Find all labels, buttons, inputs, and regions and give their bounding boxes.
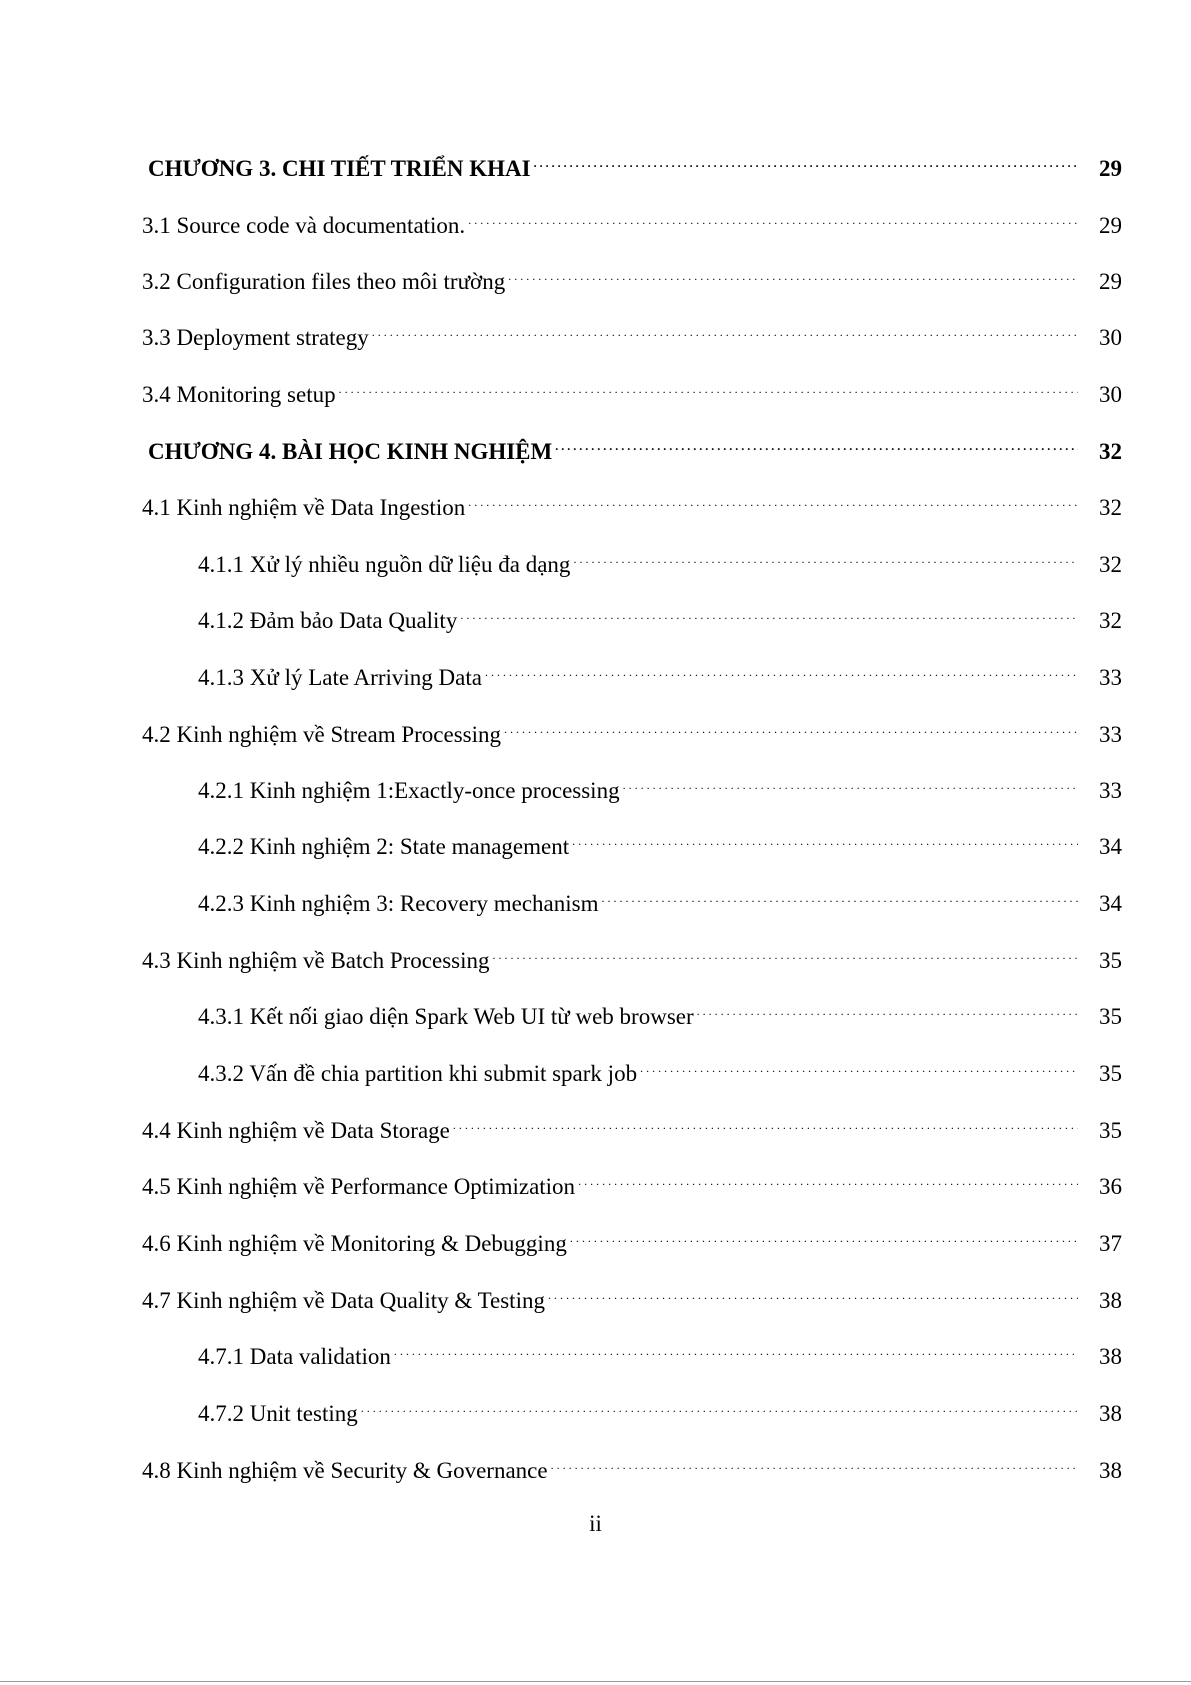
toc-entry-chapter-3[interactable] bbox=[148, 144, 1122, 181]
toc-entry-page: 32 bbox=[1099, 495, 1122, 520]
toc-entry-title: 4.7.2 Unit testing bbox=[198, 1401, 358, 1426]
toc-entry-title: 4.8 Kinh nghiệm về Security & Governance bbox=[142, 1458, 548, 1483]
page-number: ii bbox=[589, 1511, 602, 1536]
toc-entry-4-1-3[interactable] bbox=[198, 653, 1122, 690]
dot-leader bbox=[640, 1049, 1078, 1081]
dot-leader bbox=[578, 1162, 1078, 1194]
dot-leader bbox=[548, 1276, 1078, 1308]
toc-entry-page: 38 bbox=[1099, 1401, 1122, 1426]
toc-entry-title: 3.1 Source code và documentation. bbox=[142, 213, 466, 238]
toc-entry-page: 37 bbox=[1099, 1231, 1122, 1256]
toc-entry-4-4[interactable] bbox=[142, 1106, 1122, 1143]
dot-leader bbox=[623, 766, 1078, 798]
dot-leader bbox=[508, 257, 1078, 289]
dot-leader bbox=[460, 596, 1078, 628]
toc-entry-page: 32 bbox=[1099, 608, 1122, 633]
toc-entry-title: 3.2 Configuration files theo môi trường bbox=[142, 269, 506, 294]
dot-leader bbox=[468, 483, 1078, 515]
dot-leader bbox=[602, 879, 1078, 911]
toc-entry-4-2-3[interactable] bbox=[198, 879, 1122, 916]
toc-entry-page: 33 bbox=[1099, 665, 1122, 690]
toc-entry-page: 32 bbox=[1099, 552, 1122, 577]
toc-entry-4-3-1[interactable] bbox=[198, 992, 1122, 1029]
toc-entry-3-4[interactable] bbox=[142, 370, 1122, 407]
dot-leader bbox=[361, 1389, 1078, 1421]
toc-entry-4-2-2[interactable] bbox=[198, 822, 1122, 859]
toc-entry-4-1-2[interactable] bbox=[198, 596, 1122, 633]
dot-leader bbox=[551, 1446, 1078, 1478]
toc-entry-4-7-1[interactable] bbox=[198, 1332, 1122, 1369]
dot-leader bbox=[485, 653, 1078, 685]
toc-entry-title: 4.1.2 Đảm bảo Data Quality bbox=[198, 608, 458, 633]
toc-entry-title: 3.4 Monitoring setup bbox=[142, 382, 336, 407]
toc-entry-title: 4.3.2 Vấn đề chia partition khi submit spark job bbox=[198, 1061, 638, 1086]
toc-entry-3-2[interactable] bbox=[142, 257, 1122, 294]
toc-entry-4-1-1[interactable] bbox=[198, 540, 1122, 577]
toc-entry-4-6[interactable] bbox=[142, 1219, 1122, 1256]
dot-leader bbox=[697, 992, 1078, 1024]
toc-entry-page: 38 bbox=[1099, 1344, 1122, 1369]
toc-entry-title: 4.3.1 Kết nối giao diện Spark Web UI từ web browser bbox=[198, 1004, 694, 1029]
dot-leader bbox=[372, 313, 1078, 345]
toc-entry-title: 4.1.3 Xử lý Late Arriving Data bbox=[198, 665, 482, 690]
toc-entry-title: 4.1.1 Xử lý nhiều nguồn dữ liệu đa dạng bbox=[198, 552, 571, 577]
dot-leader bbox=[468, 201, 1078, 233]
page-bottom-edge bbox=[0, 1681, 1191, 1682]
toc-entry-4-7[interactable] bbox=[142, 1276, 1122, 1313]
toc-entry-3-1[interactable] bbox=[142, 201, 1122, 238]
toc-entry-page: 35 bbox=[1099, 948, 1122, 973]
dot-leader bbox=[570, 1219, 1078, 1251]
toc-entry-4-2-1[interactable] bbox=[198, 766, 1122, 803]
toc-entry-title: CHƯƠNG 3. CHI TIẾT TRIỂN KHAI bbox=[148, 156, 531, 181]
toc-entry-page: 35 bbox=[1099, 1118, 1122, 1143]
toc-entry-title: 4.1 Kinh nghiệm về Data Ingestion bbox=[142, 495, 466, 520]
toc-entry-4-2[interactable] bbox=[142, 710, 1122, 747]
dot-leader bbox=[534, 144, 1078, 176]
toc-entry-title: CHƯƠNG 4. BÀI HỌC KINH NGHIỆM bbox=[148, 439, 553, 464]
toc-entry-4-8[interactable] bbox=[142, 1446, 1122, 1483]
toc-entry-title: 4.2.1 Kinh nghiệm 1:Exactly-once processing bbox=[198, 778, 620, 803]
toc-entry-page: 35 bbox=[1099, 1061, 1122, 1086]
dot-leader bbox=[555, 427, 1078, 459]
toc-entry-4-3-2[interactable] bbox=[198, 1049, 1122, 1086]
toc-entry-title: 4.7 Kinh nghiệm về Data Quality & Testing bbox=[142, 1288, 545, 1313]
toc-entry-chapter-4[interactable] bbox=[148, 427, 1122, 464]
toc-entry-page: 35 bbox=[1099, 1004, 1122, 1029]
dot-leader bbox=[339, 370, 1078, 402]
toc-entry-title: 4.2.3 Kinh nghiệm 3: Recovery mechanism bbox=[198, 891, 599, 916]
toc-entry-3-3[interactable] bbox=[142, 313, 1122, 350]
toc-entry-page: 29 bbox=[1099, 269, 1122, 294]
toc-entry-4-1[interactable] bbox=[142, 483, 1122, 520]
toc-entry-4-3[interactable] bbox=[142, 936, 1122, 973]
toc-entry-page: 34 bbox=[1099, 891, 1122, 916]
toc-entry-title: 4.7.1 Data validation bbox=[198, 1344, 391, 1369]
toc-entry-title: 4.3 Kinh nghiệm về Batch Processing bbox=[142, 948, 490, 973]
dot-leader bbox=[453, 1106, 1078, 1138]
dot-leader bbox=[493, 936, 1078, 968]
toc-entry-page: 30 bbox=[1099, 325, 1122, 350]
toc-entry-title: 4.6 Kinh nghiệm về Monitoring & Debugging bbox=[142, 1231, 567, 1256]
toc-entry-page: 29 bbox=[1099, 213, 1122, 238]
toc-entry-page: 38 bbox=[1099, 1458, 1122, 1483]
dot-leader bbox=[394, 1332, 1078, 1364]
toc-entry-title: 4.2 Kinh nghiệm về Stream Processing bbox=[142, 722, 502, 747]
toc-entry-title: 3.3 Deployment strategy bbox=[142, 325, 369, 350]
toc-entry-page: 30 bbox=[1099, 382, 1122, 407]
toc-entry-title: 4.2.2 Kinh nghiệm 2: State management bbox=[198, 834, 570, 859]
toc-entry-title: 4.5 Kinh nghiệm về Performance Optimization bbox=[142, 1174, 576, 1199]
toc-entry-page: 33 bbox=[1099, 722, 1122, 747]
toc-entry-page: 38 bbox=[1099, 1288, 1122, 1313]
dot-leader bbox=[504, 710, 1078, 742]
toc-entry-page: 32 bbox=[1099, 439, 1122, 464]
toc-entry-page: 34 bbox=[1099, 834, 1122, 859]
dot-leader bbox=[573, 540, 1078, 572]
toc-entry-page: 36 bbox=[1099, 1174, 1122, 1199]
toc-entry-page: 33 bbox=[1099, 778, 1122, 803]
toc-entry-4-5[interactable] bbox=[142, 1162, 1122, 1199]
dot-leader bbox=[572, 822, 1078, 854]
toc-entry-title: 4.4 Kinh nghiệm về Data Storage bbox=[142, 1118, 450, 1143]
toc-entry-page: 29 bbox=[1099, 156, 1122, 181]
toc-entry-4-7-2[interactable] bbox=[198, 1389, 1122, 1426]
